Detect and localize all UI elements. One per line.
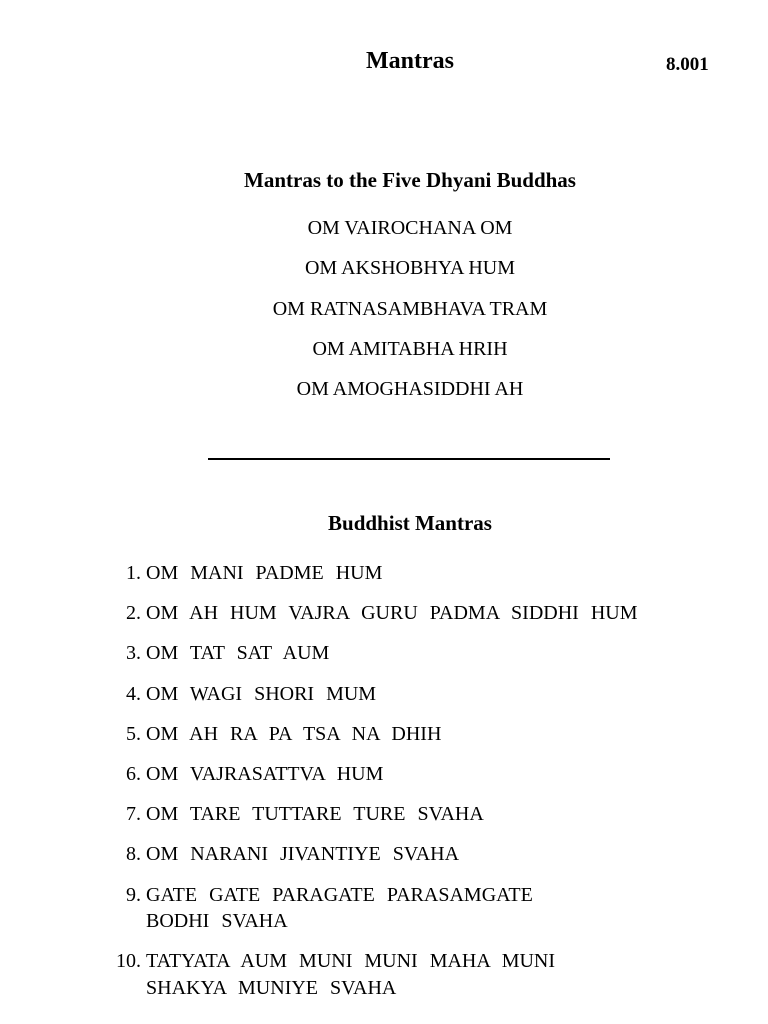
- page-title: Mantras: [366, 48, 454, 74]
- mantra-number: 9.: [126, 883, 141, 906]
- mantra-text: OM AH HUM VAJRA GURU PADMA SIDDHI HUM: [146, 602, 638, 625]
- mantra-number: 1.: [126, 562, 141, 584]
- dhyani-mantra-item: OM AKSHOBHYA HUM: [304, 257, 516, 280]
- mantra-number: 4.: [126, 682, 141, 705]
- mantra-text-continuation: SHAKYA MUNIYE SVAHA: [146, 976, 397, 999]
- mantra-item: [0, 801, 768, 828]
- mantra-number: 8.: [126, 843, 141, 866]
- buddhist-section-heading: Buddhist Mantras: [328, 511, 492, 535]
- dhyani-mantra-item: OM AMITABHA HRIH: [312, 337, 508, 360]
- mantra-text: GATE GATE PARAGATE PARASAMGATE: [146, 883, 533, 906]
- mantra-text: OM TAT SAT AUM: [146, 642, 330, 665]
- mantra-number: 6.: [126, 762, 141, 785]
- mantra-item: [0, 761, 768, 788]
- mantra-text: OM AH RA PA TSA NA DHIH: [146, 722, 442, 745]
- mantra-item: [0, 560, 768, 587]
- mantra-text: TATYATA AUM MUNI MUNI MAHA MUNI: [146, 950, 556, 973]
- mantra-item: [0, 600, 768, 627]
- mantra-text: OM MANI PADME HUM: [146, 562, 383, 584]
- section-divider: [208, 458, 610, 460]
- dhyani-section-heading: Mantras to the Five Dhyani Buddhas: [244, 168, 576, 192]
- mantra-number: 7.: [126, 803, 141, 826]
- mantra-text: OM TARE TUTTARE TURE SVAHA: [146, 803, 484, 826]
- mantra-text: OM WAGI SHORI MUM: [146, 682, 377, 705]
- mantra-text-continuation: BODHI SVAHA: [146, 910, 288, 932]
- mantra-number: 10.: [116, 950, 141, 973]
- mantra-item: [0, 721, 768, 748]
- page-number: 8.001: [666, 54, 709, 75]
- mantra-item: [0, 640, 768, 667]
- mantra-item: [0, 948, 768, 1001]
- dhyani-mantra-item: OM AMOGHASIDDHI AH: [296, 378, 524, 401]
- mantra-text: OM NARANI JIVANTIYE SVAHA: [146, 843, 460, 866]
- mantra-number: 5.: [126, 722, 141, 745]
- dhyani-mantra-item: OM RATNASAMBHAVA TRAM: [272, 297, 548, 320]
- mantra-item: [0, 681, 768, 708]
- mantra-item: [0, 882, 768, 935]
- mantra-item: [0, 841, 768, 868]
- dhyani-mantra-list: [0, 216, 768, 417]
- mantra-number: 3.: [126, 642, 141, 665]
- buddhist-mantra-list: [0, 560, 768, 1015]
- mantra-number: 2.: [126, 602, 141, 625]
- dhyani-mantra-item: OM VAIROCHANA OM: [307, 217, 513, 239]
- mantra-text: OM VAJRASATTVA HUM: [146, 762, 384, 785]
